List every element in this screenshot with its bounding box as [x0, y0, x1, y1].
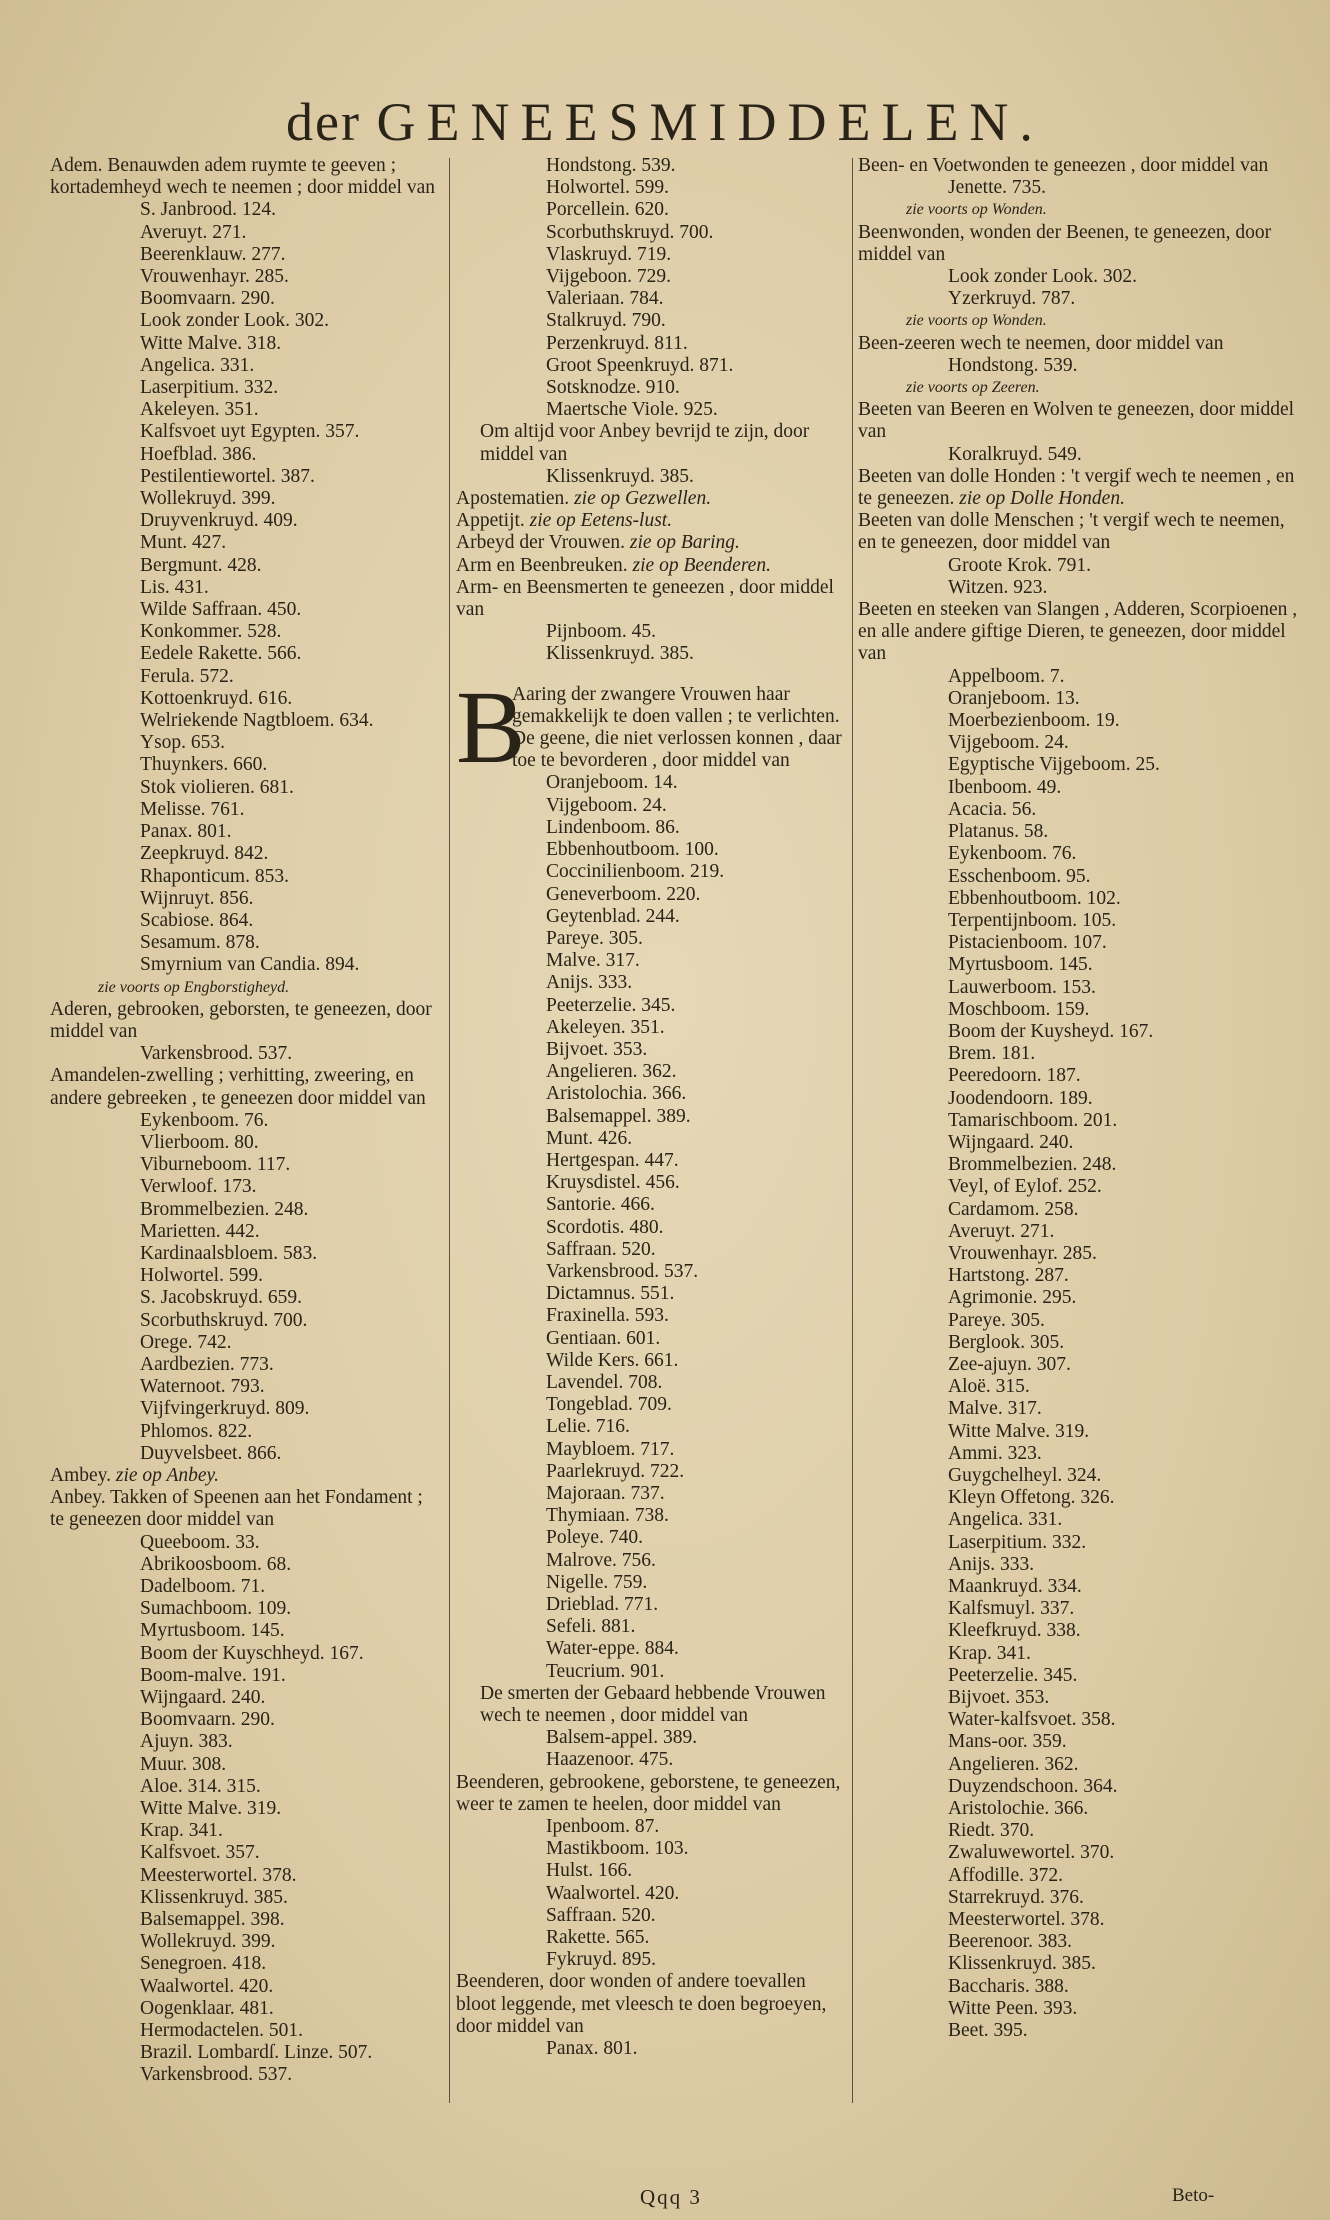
remedy-item: Santorie. 466.: [546, 1194, 655, 1216]
remedy-item: Scordotis. 480.: [546, 1216, 664, 1238]
remedy-item: Stalkruyd. 790.: [546, 310, 666, 332]
entry-lead: Apostematien.: [456, 488, 570, 510]
remedy-list: [456, 1816, 846, 1971]
remedy-item: Lindenboom. 86.: [546, 816, 680, 838]
remedy-item: Myrtusboom. 145.: [948, 954, 1093, 976]
remedy-list: [50, 1110, 440, 1465]
remedy-item: Beerenklauw. 277.: [140, 243, 286, 265]
remedy-item: Look zonder Look. 302.: [948, 266, 1138, 288]
remedy-list: [858, 266, 1298, 310]
heading-prefix: der: [286, 92, 361, 152]
remedy-item: Haazenoor. 475.: [546, 1749, 674, 1771]
remedy-item: Sotsknodze. 910.: [546, 377, 680, 399]
remedy-list: [858, 444, 1298, 466]
remedy-item: Beerenoor. 383.: [948, 1931, 1073, 1953]
entry-lead: Arm en Beenbreuken.: [456, 554, 628, 576]
remedy-item: Platanus. 58.: [948, 821, 1049, 843]
remedy-item: Aristolochia. 366.: [546, 1083, 687, 1105]
remedy-item: Vrouwenhayr. 285.: [948, 1242, 1097, 1264]
cross-reference: zie op Baring.: [629, 532, 740, 554]
remedy-item: Rhaponticum. 853.: [140, 865, 289, 887]
remedy-item: Jenette. 735.: [948, 177, 1047, 199]
remedy-item: Meesterwortel. 378.: [140, 1864, 297, 1886]
remedy-item: Konkommer. 528.: [140, 621, 282, 643]
remedy-item: Ebbenhoutboom. 102.: [948, 887, 1121, 909]
remedy-item: Akeleyen. 351.: [140, 399, 259, 421]
remedy-item: Witte Malve. 319.: [140, 1798, 282, 1820]
remedy-item: Vijgeboon. 729.: [546, 266, 672, 288]
remedy-item: Hoefblad. 386.: [140, 443, 257, 465]
remedy-item: Koralkruyd. 549.: [948, 443, 1082, 465]
remedy-list: [50, 1532, 440, 2087]
remedy-item: Anijs. 333.: [948, 1553, 1035, 1575]
remedy-item: Sumachboom. 109.: [140, 1598, 292, 1620]
remedy-item: Witte Malve. 318.: [140, 332, 282, 354]
remedy-item: Klissenkruyd. 385.: [546, 465, 694, 487]
remedy-item: Vlierboom. 80.: [140, 1131, 259, 1153]
remedy-item: Vlaskruyd. 719.: [546, 243, 672, 265]
entry-beenderen: Beenderen, gebrookene, geborstene, te geneezen, weer te zamen te heelen, door middel van: [456, 1771, 841, 1815]
remedy-item: Vijgeboom. 24.: [546, 794, 667, 816]
remedy-item: Guygchelheyl. 324.: [948, 1464, 1102, 1486]
remedy-item: Stok violieren. 681.: [140, 776, 294, 798]
remedy-item: Acacia. 56.: [948, 798, 1037, 820]
remedy-item: Waternoot. 793.: [140, 1376, 265, 1398]
entry-aderen: Aderen, gebrooken, geborsten, te geneezen, door middel van: [50, 998, 432, 1042]
entry-lead: Arbeyd der Vrouwen.: [456, 532, 626, 554]
remedy-list: [50, 199, 440, 976]
remedy-item: Fraxinella. 593.: [546, 1305, 669, 1327]
remedy-item: Angelieren. 362.: [948, 1753, 1079, 1775]
column-left: [50, 155, 440, 2087]
entry-arm-breuken: [456, 555, 846, 577]
remedy-item: Balsemappel. 398.: [140, 1909, 285, 1931]
remedy-item: Affodille. 372.: [948, 1864, 1064, 1886]
remedy-item: Viburneboom. 117.: [140, 1154, 291, 1176]
see-also: zie voorts op Wonden.: [906, 201, 1047, 219]
remedy-item: Welriekende Nagtbloem. 634.: [140, 710, 374, 732]
remedy-item: Maybloem. 717.: [546, 1438, 675, 1460]
cross-reference: zie op Gezwellen.: [574, 488, 712, 510]
remedy-item: Lelie. 716.: [546, 1416, 630, 1438]
remedy-item: Gentiaan. 601.: [546, 1327, 661, 1349]
remedy-item: Nigelle. 759.: [546, 1571, 648, 1593]
remedy-item: Aardbezien. 773.: [140, 1353, 274, 1375]
remedy-item: Malve. 317.: [546, 950, 640, 972]
remedy-item: Ibenboom. 49.: [948, 776, 1062, 798]
remedy-item: Druyvenkruyd. 409.: [140, 510, 298, 532]
remedy-item: Kalfsmuyl. 337.: [948, 1598, 1075, 1620]
remedy-item: Paarlekruyd. 722.: [546, 1460, 685, 1482]
entry-anbey: Anbey. Takken of Speenen aan het Fondament ; te geneezen door middel van: [50, 1487, 423, 1531]
remedy-item: S. Jacobskruyd. 659.: [140, 1287, 302, 1309]
column-middle: [456, 155, 846, 2060]
remedy-list: [858, 177, 1298, 199]
remedy-item: Laserpitium. 332.: [948, 1531, 1087, 1553]
remedy-item: Saffraan. 520.: [546, 1238, 656, 1260]
remedy-item: Dadelboom. 71.: [140, 1576, 266, 1597]
remedy-item: Witte Peen. 393.: [948, 1997, 1078, 2019]
remedy-item: Averuyt. 271.: [140, 221, 247, 243]
remedy-item: Kleyn Offetong. 326.: [948, 1487, 1115, 1509]
remedy-item: Waalwortel. 420.: [546, 1882, 680, 1904]
entry-arbeyd: [456, 532, 846, 554]
remedy-item: Saffraan. 520.: [546, 1904, 656, 1926]
signature-mark: Qqq 3: [640, 2185, 702, 2209]
remedy-item: Yzerkruyd. 787.: [948, 288, 1076, 310]
remedy-item: Varkensbrood. 537.: [140, 1043, 293, 1065]
remedy-item: Myrtusboom. 145.: [140, 1620, 285, 1642]
remedy-list: [858, 355, 1298, 377]
cross-reference: zie op Anbey.: [115, 1464, 219, 1486]
cross-reference: zie op Dolle Honden.: [959, 488, 1125, 510]
remedy-item: Boomvaarn. 290.: [140, 1709, 275, 1731]
remedy-item: Zee-ajuyn. 307.: [948, 1353, 1071, 1375]
remedy-item: Peeterzelie. 345.: [546, 994, 676, 1016]
entry-beenwonden: Beenwonden, wonden der Beenen, te geneezen, door middel van: [858, 221, 1272, 265]
remedy-item: Abrikoosboom. 68.: [140, 1553, 292, 1575]
remedy-item: Tongeblad. 709.: [546, 1394, 672, 1416]
remedy-item: Munt. 426.: [546, 1127, 633, 1149]
remedy-item: Witzen. 923.: [948, 576, 1048, 598]
entry-lead: Beeten van dolle Honden : 't vergif wech te neemen , en te geneezen.: [858, 465, 1295, 510]
remedy-item: Aristolochie. 366.: [948, 1798, 1089, 1820]
cross-reference: zie op Beenderen.: [632, 554, 771, 576]
remedy-item: Scorbuthskruyd. 700.: [546, 221, 714, 243]
remedy-item: Hondstong. 539.: [546, 155, 676, 176]
remedy-item: Rakette. 565.: [546, 1927, 650, 1949]
remedy-item: Thuynkers. 660.: [140, 754, 268, 776]
see-also: zie voorts op Engborstigheyd.: [98, 978, 290, 996]
remedy-item: Ebbenhoutboom. 100.: [546, 839, 719, 861]
remedy-item: Averuyt. 271.: [948, 1220, 1055, 1242]
remedy-item: Wijngaard. 240.: [948, 1131, 1074, 1153]
remedy-item: Tamarischboom. 201.: [948, 1109, 1118, 1131]
entry-beenderen-bloot: Beenderen, door wonden of andere toevallen bloot leggende, met vleesch te doen begroeyen, door middel van: [456, 1971, 827, 2037]
entry-om-altijd: Om altijd voor Anbey bevrijd te zijn, door middel van: [480, 421, 810, 465]
remedy-item: Egyptische Vijgeboom. 25.: [948, 754, 1160, 776]
remedy-item: Geytenblad. 244.: [546, 905, 680, 927]
remedy-item: Eykenboom. 76.: [948, 843, 1077, 865]
remedy-item: Krap. 341.: [948, 1642, 1031, 1664]
cross-reference: zie op Eetens-lust.: [529, 510, 673, 532]
remedy-item: Holwortel. 599.: [546, 177, 669, 199]
remedy-item: Valeriaan. 784.: [546, 288, 664, 310]
remedy-item: Bijvoet. 353.: [546, 1038, 648, 1060]
remedy-item: Sesamum. 878.: [140, 932, 260, 954]
remedy-item: Balsemappel. 389.: [546, 1105, 691, 1127]
remedy-item: Vijfvingerkruyd. 809.: [140, 1398, 310, 1420]
remedy-item: Akeleyen. 351.: [546, 1016, 665, 1038]
see-also: zie voorts op Wonden.: [906, 312, 1047, 330]
remedy-item: Marietten. 442.: [140, 1220, 260, 1242]
remedy-item: Vijgeboom. 24.: [948, 732, 1069, 754]
remedy-item: Boom-malve. 191.: [140, 1664, 286, 1686]
remedy-item: Smyrnium van Candia. 894.: [140, 954, 360, 976]
remedy-item: Hulst. 166.: [546, 1860, 633, 1882]
remedy-item: Hartstong. 287.: [948, 1265, 1069, 1287]
remedy-item: Kleefkruyd. 338.: [948, 1620, 1081, 1642]
remedy-item: Maertsche Viole. 925.: [546, 399, 718, 421]
catchword: Beto-: [1172, 2185, 1215, 2206]
entry-been-voetwonden: Been- en Voetwonden te geneezen , door middel van: [858, 155, 1269, 176]
remedy-item: Coccinilienboom. 219.: [546, 861, 725, 883]
remedy-item: Malve. 317.: [948, 1398, 1042, 1420]
remedy-item: Ammi. 323.: [948, 1442, 1042, 1464]
remedy-list: [858, 555, 1298, 599]
remedy-item: Brem. 181.: [948, 1043, 1036, 1065]
remedy-item: Zeepkruyd. 842.: [140, 843, 269, 865]
remedy-item: Majoraan. 737.: [546, 1482, 665, 1504]
remedy-item: Oranjeboom. 14.: [546, 772, 678, 794]
remedy-item: Appelboom. 7.: [948, 665, 1065, 687]
remedy-item: Moschboom. 159.: [948, 998, 1090, 1020]
remedy-item: Brommelbezien. 248.: [140, 1198, 309, 1220]
remedy-item: Hermodactelen. 501.: [140, 2020, 303, 2042]
remedy-item: Oogenklaar. 481.: [140, 1997, 274, 2019]
entry-ambey-cross: [50, 1465, 440, 1487]
remedy-item: Brommelbezien. 248.: [948, 1154, 1117, 1176]
remedy-item: Veyl, of Eylof. 252.: [948, 1176, 1102, 1198]
remedy-item: Boom der Kuysheyd. 167.: [948, 1020, 1154, 1042]
remedy-item: Panax. 801.: [140, 821, 232, 843]
remedy-item: Senegroen. 418.: [140, 1953, 267, 1975]
remedy-item: Bijvoet. 353.: [948, 1687, 1050, 1709]
remedy-item: Brazil. Lombardſ. Linze. 507.: [140, 2042, 373, 2064]
remedy-item: Ferula. 572.: [140, 665, 234, 687]
entry-beeten-beeren: Beeten van Beeren en Wolven te geneezen, door middel van: [858, 399, 1295, 443]
remedy-item: Waalwortel. 420.: [140, 1975, 274, 1997]
remedy-item: Lis. 431.: [140, 576, 209, 598]
remedy-list: [456, 621, 846, 665]
remedy-item: Peeterzelie. 345.: [948, 1664, 1078, 1686]
remedy-item: Aloë. 315.: [948, 1376, 1030, 1398]
entry-smerten: De smerten der Gebaard hebbende Vrouwen wech te neemen , door middel van: [480, 1682, 826, 1727]
entry-adem: Adem. Benauwden adem ruymte te geeven ; kortademheyd wech te neemen ; door middel van: [50, 155, 435, 199]
remedy-item: Joodendoorn. 189.: [948, 1087, 1093, 1109]
remedy-item: Varkensbrood. 537.: [546, 1260, 699, 1282]
remedy-item: Klissenkruyd. 385.: [546, 643, 694, 665]
remedy-item: Munt. 427.: [140, 532, 227, 554]
remedy-item: Malrove. 756.: [546, 1549, 656, 1571]
remedy-item: Mans-oor. 359.: [948, 1731, 1067, 1753]
remedy-list: [456, 2038, 846, 2060]
remedy-item: Oranjeboom. 13.: [948, 687, 1080, 709]
remedy-item: Orege. 742.: [140, 1331, 232, 1353]
remedy-item: Zwaluwewortel. 370.: [948, 1842, 1115, 1864]
remedy-item: Geneverboom. 220.: [546, 883, 701, 905]
entry-appetijt: [456, 510, 846, 532]
remedy-item: Scabiose. 864.: [140, 909, 254, 931]
remedy-item: Hertgespan. 447.: [546, 1149, 679, 1171]
remedy-item: Teucrium. 901.: [546, 1660, 665, 1682]
remedy-list: [456, 466, 846, 488]
remedy-item: Meesterwortel. 378.: [948, 1909, 1105, 1931]
remedy-item: Lauwerboom. 153.: [948, 976, 1096, 998]
remedy-item: Boom der Kuyschheyd. 167.: [140, 1642, 364, 1664]
page-heading: [0, 92, 1330, 152]
remedy-item: Angelica. 331.: [948, 1509, 1063, 1531]
entry-lead: Ambey.: [50, 1464, 112, 1486]
remedy-item: Wilde Kers. 661.: [546, 1349, 679, 1371]
remedy-item: Aloe. 314. 315.: [140, 1775, 261, 1797]
remedy-item: Queeboom. 33.: [140, 1531, 260, 1553]
remedy-item: Dictamnus. 551.: [546, 1283, 675, 1305]
remedy-item: Fykruyd. 895.: [546, 1949, 656, 1971]
remedy-item: Duyzendschoon. 364.: [948, 1775, 1118, 1797]
remedy-list: [456, 772, 846, 1682]
remedy-item: Varkensbrood. 537.: [140, 2064, 293, 2086]
remedy-item: Witte Malve. 319.: [948, 1420, 1090, 1442]
drop-cap: B: [456, 669, 526, 785]
remedy-item: Eykenboom. 76.: [140, 1109, 269, 1131]
remedy-item: Pestilentiewortel. 387.: [140, 465, 315, 487]
remedy-item: Pareye. 305.: [546, 927, 643, 949]
remedy-item: Wollekruyd. 399.: [140, 488, 276, 510]
column-rule-left: [449, 158, 450, 2103]
remedy-item: Melisse. 761.: [140, 798, 245, 820]
remedy-list: [858, 666, 1298, 2043]
remedy-item: Bergmunt. 428.: [140, 554, 262, 576]
remedy-item: Agrimonie. 295.: [948, 1287, 1077, 1309]
remedy-item: Ysop. 653.: [140, 732, 226, 754]
remedy-item: Muur. 308.: [140, 1753, 227, 1775]
remedy-item: Hondstong. 539.: [948, 354, 1078, 376]
remedy-item: Groot Speenkruyd. 871.: [546, 354, 734, 376]
remedy-item: Water-eppe. 884.: [546, 1638, 679, 1660]
remedy-item: Anijs. 333.: [546, 972, 633, 994]
remedy-item: Wollekruyd. 399.: [140, 1931, 276, 1953]
remedy-item: S. Janbrood. 124.: [140, 199, 276, 221]
remedy-item: Cardamom. 258.: [948, 1198, 1079, 1220]
remedy-item: Kalfsvoet uyt Egypten. 357.: [140, 421, 360, 443]
see-also: zie voorts op Zeeren.: [906, 379, 1040, 397]
remedy-item: Moerbezienboom. 19.: [948, 710, 1120, 732]
remedy-item: Wijnruyt. 856.: [140, 887, 254, 909]
entry-beeten-slangen: Beeten en steeken van Slangen , Adderen, Scorpioenen , en alle andere giftige Dieren, te geneezen, door middel van: [858, 599, 1298, 665]
heading-title: GENEESMIDDELEN.: [376, 92, 1044, 152]
remedy-item: Duyvelsbeet. 866.: [140, 1442, 282, 1464]
entry-apostematien: [456, 488, 846, 510]
remedy-item: Water-kalfsvoet. 358.: [948, 1709, 1116, 1731]
column-right: [858, 155, 1298, 2042]
remedy-list: [456, 155, 846, 421]
remedy-item: Look zonder Look. 302.: [140, 310, 330, 332]
remedy-item: Thymiaan. 738.: [546, 1505, 669, 1527]
remedy-item: Poleye. 740.: [546, 1527, 643, 1549]
entry-been-zeeren: Been-zeeren wech te neemen, door middel van: [858, 332, 1224, 354]
remedy-item: Lavendel. 708.: [546, 1371, 663, 1393]
remedy-item: Verwloof. 173.: [140, 1176, 257, 1198]
remedy-item: Beet. 395.: [948, 2020, 1028, 2042]
remedy-item: Boomvaarn. 290.: [140, 288, 275, 310]
remedy-item: Maankruyd. 334.: [948, 1576, 1082, 1597]
remedy-item: Panax. 801.: [546, 2038, 638, 2060]
entry-arm-smerten: Arm- en Beensmerten te geneezen , door middel van: [456, 576, 834, 621]
remedy-item: Riedt. 370.: [948, 1820, 1035, 1842]
remedy-item: Perzenkruyd. 811.: [546, 332, 688, 354]
remedy-item: Kottoenkruyd. 616.: [140, 687, 293, 709]
remedy-item: Scorbuthskruyd. 700.: [140, 1309, 308, 1331]
remedy-item: Pistacienboom. 107.: [948, 932, 1107, 954]
remedy-list: [456, 1727, 846, 1771]
remedy-item: Pareye. 305.: [948, 1309, 1045, 1331]
column-rule-right: [852, 158, 853, 2103]
remedy-item: Angelica. 331.: [140, 354, 255, 376]
remedy-item: Berglook. 305.: [948, 1331, 1065, 1353]
entry-beeten-menschen: Beeten van dolle Menschen ; 't vergif wech te neemen, en te geneezen, door middel van: [858, 510, 1285, 554]
remedy-item: Klissenkruyd. 385.: [140, 1886, 288, 1908]
remedy-item: Sefeli. 881.: [546, 1616, 636, 1638]
remedy-item: Baccharis. 388.: [948, 1975, 1069, 1997]
remedy-item: Klissenkruyd. 385.: [948, 1953, 1096, 1975]
remedy-item: Terpentijnboom. 105.: [948, 909, 1117, 931]
remedy-item: Kalfsvoet. 357.: [140, 1842, 260, 1864]
entry-baring-text: Aaring der zwangere Vrouwen haar gemakkelijk te doen vallen ; te verlichten. De geene, die niet verlossen konnen , daar toe te bevorderen , door middel van: [512, 683, 842, 772]
remedy-item: Vrouwenhayr. 285.: [140, 266, 289, 288]
remedy-item: Porcellein. 620.: [546, 199, 669, 221]
remedy-item: Wijngaard. 240.: [140, 1687, 266, 1709]
remedy-item: Eedele Rakette. 566.: [140, 643, 302, 665]
remedy-item: Groote Krok. 791.: [948, 554, 1091, 576]
remedy-item: Ajuyn. 383.: [140, 1731, 233, 1753]
remedy-item: Krap. 341.: [140, 1820, 223, 1842]
entry-amandelen: Amandelen-zwelling ; verhitting, zweering, en andere gebreeken , te geneezen door middel van: [50, 1065, 426, 1109]
remedy-item: Mastikboom. 103.: [546, 1838, 689, 1860]
remedy-item: Pijnboom. 45.: [546, 621, 656, 643]
remedy-item: Wilde Saffraan. 450.: [140, 599, 302, 621]
remedy-item: Holwortel. 599.: [140, 1265, 263, 1287]
remedy-item: Phlomos. 822.: [140, 1420, 253, 1442]
remedy-item: Drieblad. 771.: [546, 1594, 659, 1615]
remedy-item: Peeredoorn. 187.: [948, 1065, 1081, 1087]
remedy-item: Balsem-appel. 389.: [546, 1727, 698, 1749]
remedy-item: Kruysdistel. 456.: [546, 1172, 680, 1194]
entry-beeten-honden: [858, 466, 1298, 510]
remedy-item: Esschenboom. 95.: [948, 865, 1091, 887]
remedy-item: Starrekruyd. 376.: [948, 1886, 1084, 1908]
entry-lead: Appetijt.: [456, 510, 525, 532]
remedy-item: Ipenboom. 87.: [546, 1816, 660, 1838]
remedy-item: Laserpitium. 332.: [140, 377, 279, 399]
remedy-item: Angelieren. 362.: [546, 1061, 677, 1083]
remedy-list: [50, 1043, 440, 1065]
remedy-item: Kardinaalsbloem. 583.: [140, 1242, 318, 1264]
